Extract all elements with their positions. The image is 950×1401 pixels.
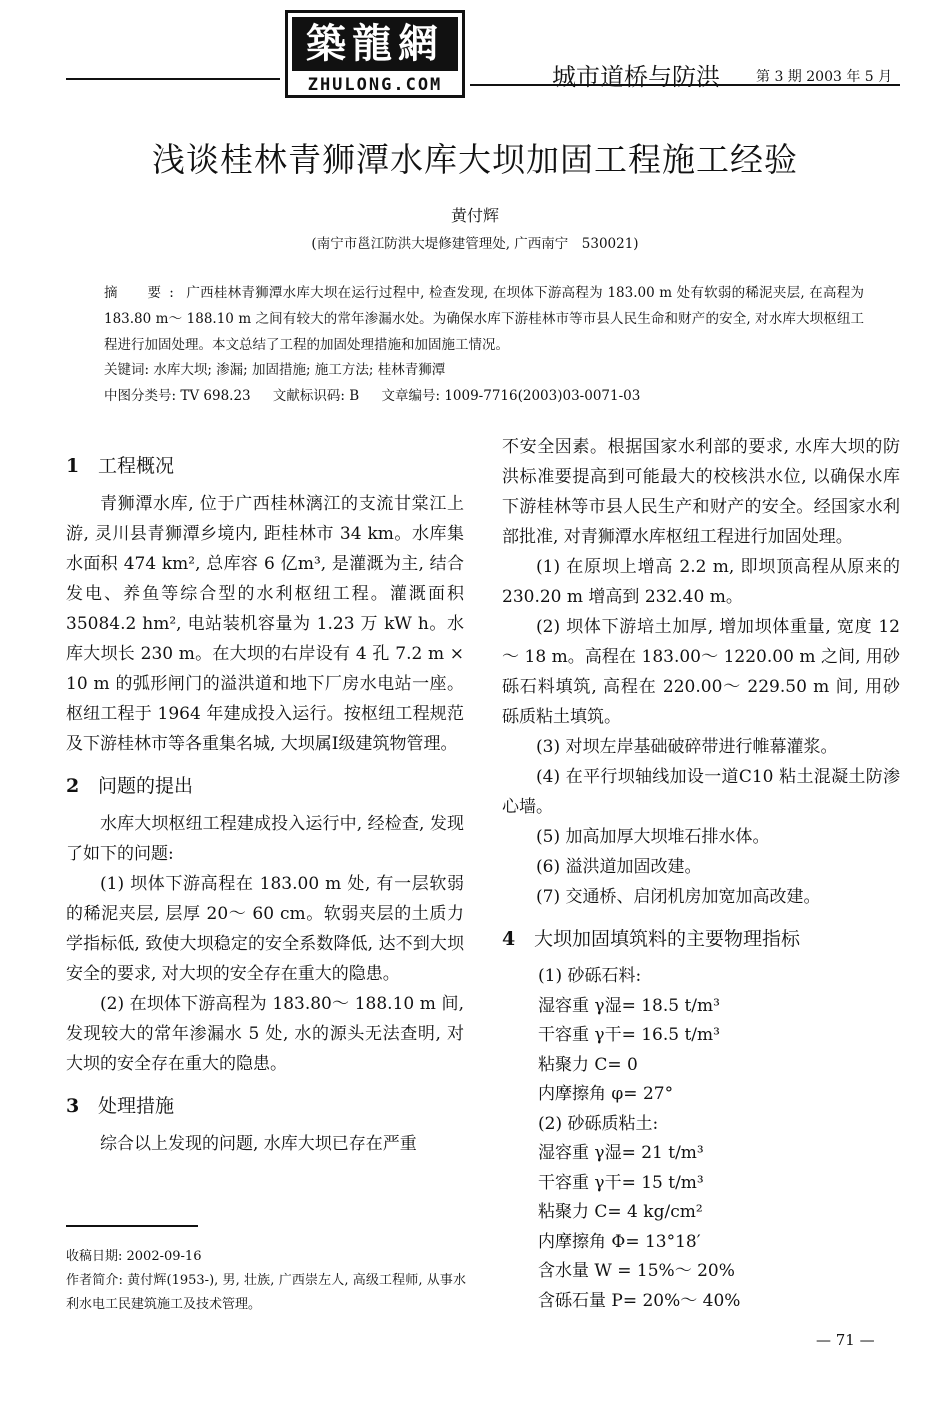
paragraph: 综合以上发现的问题, 水库大坝已存在严重 bbox=[100, 1134, 417, 1154]
paragraph: 水库大坝枢纽工程建成投入运行中, 经检查, 发现了如下的问题: bbox=[66, 814, 464, 864]
list-item: (7) 交通桥、启闭机房加宽加高改建。 bbox=[536, 887, 821, 907]
classification-line bbox=[104, 384, 658, 404]
property-line: 粘聚力 C= 0 bbox=[538, 1054, 638, 1075]
property-line: 含砾石量 P= 20%～ 40% bbox=[538, 1290, 741, 1311]
property-line: 内摩擦角 φ= 27° bbox=[538, 1084, 674, 1104]
author-affiliation: (南宁市邕江防洪大堤修建管理处, 广西南宁 530021) bbox=[311, 236, 639, 252]
property-line: 内摩擦角 Φ= 13°18′ bbox=[538, 1231, 701, 1252]
document-code: 文献标识码: B bbox=[272, 388, 360, 404]
paragraph: (1) 坝体下游高程在 183.00 m 处, 有一层软弱的稀泥夹层, 层厚 20～ 60 cm。软弱夹层的土质力学指标低, 致使大坝稳定的安全系数降低, 达不到大坝安全的要求, 对大坝的安全存在重大的隐患。 bbox=[66, 874, 464, 984]
logo-chinese-text: 築龍網 bbox=[292, 17, 458, 71]
issue-info: 第 3 期 2003 年 5 月 bbox=[756, 69, 893, 85]
property-line: 湿容重 γ湿= 21 t/m³ bbox=[538, 1143, 704, 1163]
paragraph: (2) 在坝体下游高程为 183.80～ 188.10 m 间, 发现较大的常年渗漏水 5 处, 水的源头无法查明, 对大坝的安全存在重大的隐患。 bbox=[66, 994, 464, 1074]
list-item: (2) 坝体下游培土加厚, 增加坝体重量, 宽度 12～ 18 m。高程在 183.00～ 1220.00 m 之间, 用砂砾石料填筑, 高程在 220.00～ 229.50 m 间, 用砂砾质粘土填筑。 bbox=[502, 617, 900, 727]
logo-url-text: ZHULONG.COM bbox=[307, 75, 443, 95]
article-number: 文章编号: 1009-7716(2003)03-0071-03 bbox=[381, 388, 641, 404]
property-line: 含水量 W = 15%～ 20% bbox=[538, 1261, 735, 1281]
author-name: 黄付辉 bbox=[450, 206, 499, 225]
left-column bbox=[66, 447, 464, 1159]
property-line: 粘聚力 C= 4 kg/cm² bbox=[538, 1202, 703, 1222]
list-item: (6) 溢洪道加固改建。 bbox=[536, 857, 702, 877]
received-date: 收稿日期: 2002-09-16 bbox=[66, 1249, 202, 1264]
section-heading: 3 处理措施 bbox=[66, 1095, 175, 1117]
abstract-text: 广西桂林青狮潭水库大坝在运行过程中, 检查发现, 在坝体下游高程为 183.00 m 处有软弱的稀泥夹层, 在高程为 183.80 m～ 188.10 m 之间有较大的常年渗漏水处。为确保水库下游桂林市等市县人民生命和财产的安全, 对水库大坝枢纽工程进行加固处理。本文总结了工程的加固处理措施和加固施工情况。 bbox=[104, 285, 864, 353]
journal-name: 城市道桥与防洪 bbox=[552, 63, 720, 91]
page-number: — 71 — bbox=[816, 1331, 875, 1349]
section-heading: 4 大坝加固填筑料的主要物理指标 bbox=[502, 928, 801, 950]
header-rule-left bbox=[66, 78, 280, 80]
keywords: 关键词: 水库大坝; 渗漏; 加固措施; 施工方法; 桂林青狮潭 bbox=[104, 362, 446, 378]
clc-number: 中图分类号: TV 698.23 bbox=[104, 388, 251, 404]
abstract-label: 摘 要: bbox=[104, 285, 182, 301]
property-line: 干容重 γ干= 16.5 t/m³ bbox=[538, 1025, 720, 1045]
list-item: (3) 对坝左岸基础破碎带进行帷幕灌浆。 bbox=[536, 737, 838, 757]
list-item: (4) 在平行坝轴线加设一道C10 粘土混凝土防渗心墙。 bbox=[502, 767, 900, 817]
site-logo bbox=[285, 10, 465, 98]
author-bio: 作者简介: 黄付辉(1953-), 男, 壮族, 广西崇左人, 高级工程师, 从事水利水电工民建筑施工及技术管理。 bbox=[66, 1273, 466, 1312]
footnote bbox=[66, 1245, 466, 1317]
right-column bbox=[502, 432, 900, 1316]
article-title: 浅谈桂林青狮潭水库大坝加固工程施工经验 bbox=[152, 140, 798, 179]
paragraph: 青狮潭水库, 位于广西桂林漓江的支流甘棠江上游, 灵川县青狮潭乡境内, 距桂林市 34 km。水库集水面积 474 km², 总库容 6 亿m³, 是灌溉为主, 结合发电、养鱼等综合型的水利枢纽工程。灌溉面积 35084.2 hm², 电站装机容量为 1.23 万 kW h。水库大坝长 230 m。在大坝的右岸设有 4 孔 7.2 m × 10 m 的弧形闸门的溢洪道和地下厂房水电站一座。枢纽工程于 1964 年建成投入运行。按枢纽工程规范及下游桂林市等各重集名城, 大坝属Ⅰ级建筑物管理。 bbox=[66, 494, 464, 754]
property-line: 干容重 γ干= 15 t/m³ bbox=[538, 1172, 704, 1193]
footnote-rule bbox=[66, 1225, 198, 1227]
section-heading: 2 问题的提出 bbox=[66, 775, 194, 797]
property-line: (2) 砂砾质粘土: bbox=[538, 1113, 659, 1134]
abstract bbox=[104, 280, 864, 358]
list-item: (1) 在原坝上增高 2.2 m, 即坝顶高程从原来的 230.20 m 增高到 232.40 m。 bbox=[502, 557, 900, 607]
list-item: (5) 加高加厚大坝堆石排水体。 bbox=[536, 827, 770, 847]
property-line: 湿容重 γ湿= 18.5 t/m³ bbox=[538, 995, 720, 1016]
section-heading: 1 工程概况 bbox=[66, 455, 175, 477]
paragraph: 不安全因素。根据国家水利部的要求, 水库大坝的防洪标准要提高到可能最大的校核洪水位, 以确保水库下游桂林等市县人民生产和财产的安全。经国家水利部批准, 对青狮潭水库枢纽工程进行加固处理。 bbox=[502, 437, 900, 547]
property-line: (1) 砂砾石料: bbox=[538, 966, 642, 986]
